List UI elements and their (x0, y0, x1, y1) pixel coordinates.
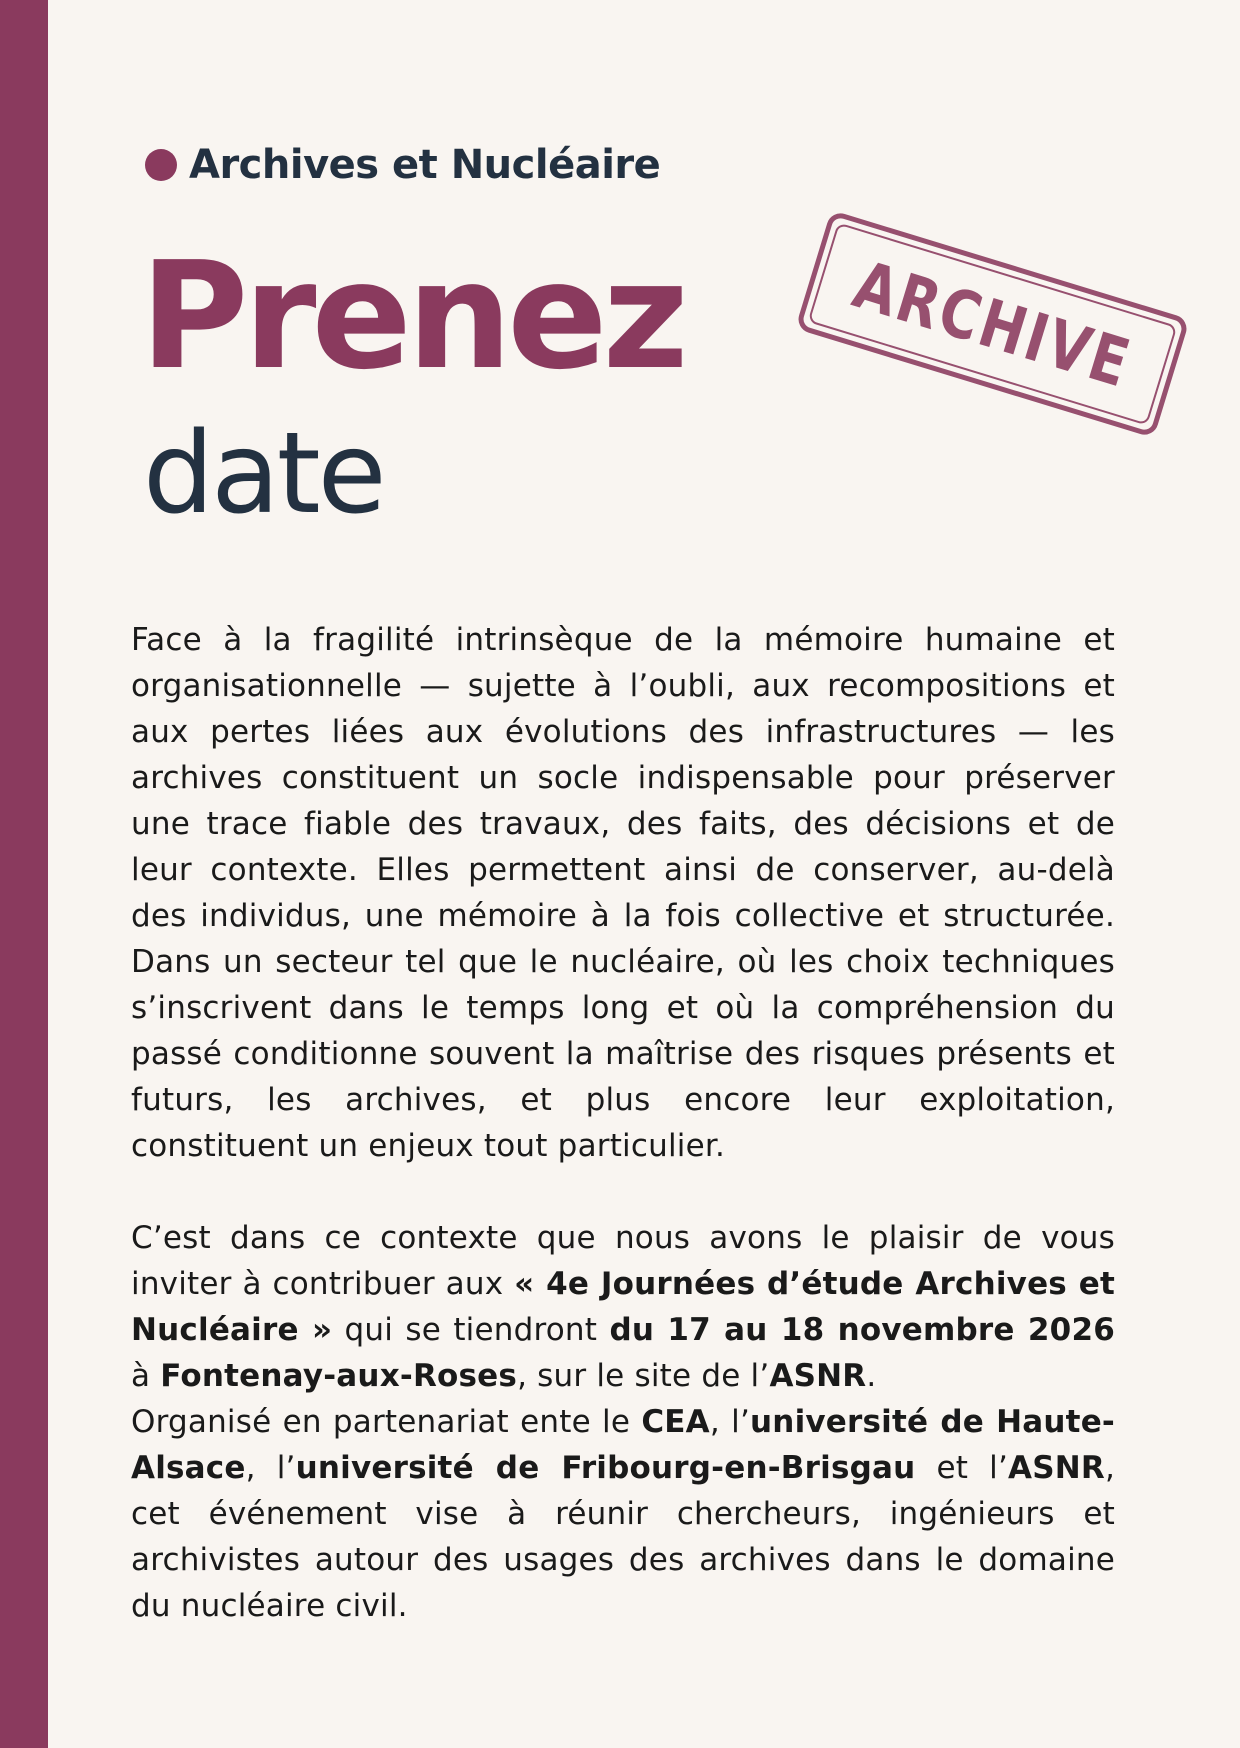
page-title: Prenez (140, 230, 684, 402)
partner-cea: CEA (641, 1404, 710, 1440)
text-segment: . (866, 1358, 877, 1394)
archive-stamp-text: ARCHIVE (845, 245, 1140, 403)
text-segment: et l’ (915, 1450, 1009, 1486)
text-segment: Organisé en partenariat ente le (131, 1404, 642, 1440)
page-subtitle: date (143, 409, 384, 539)
partner-fribourg: université de Fribourg-en-Brisgau (295, 1450, 916, 1486)
invitation-paragraph (131, 1215, 1115, 1399)
kicker-label: Archives et Nucléaire (189, 142, 661, 188)
partner-asnr: ASNR (1008, 1450, 1105, 1486)
intro-paragraph: Face à la fragilité intrinsèque de la mémoire humaine et organisationnelle — sujette à l’oubli, aux recompositions et aux pertes liées aux évolutions des infrastructures — les archives constituent un socle indispensable pour préserver une trace fiable des travaux, des faits, des décisions et de leur contexte. Elles permettent ainsi de conserver, au-delà des individus, une mémoire à la fois collective et structurée. Dans un secteur tel que le nucléaire, où les choix techniques s’inscrivent dans le temps long et où la compréhension du passé conditionne souvent la maîtrise des risques présents et futurs, les archives, et plus encore leur exploitation, constituent un enjeux tout particulier. (131, 622, 1115, 1164)
bullet-dot-icon (145, 149, 177, 181)
kicker (145, 142, 660, 188)
partners-paragraph (131, 1399, 1115, 1629)
host-organization: ASNR (769, 1358, 867, 1394)
text-segment: qui se tiendront (332, 1312, 610, 1348)
text-segment: , cet événement vise à réunir chercheurs, ingénieurs et archivistes autour des usages des archives dans le domaine du nucléaire civil. (131, 1450, 1116, 1624)
text-segment: à (131, 1358, 161, 1394)
event-name: « 4e Journées d’étude Archives et Nucléaire » (131, 1266, 1115, 1348)
event-dates: du 17 au 18 novembre 2026 (609, 1312, 1115, 1348)
event-location: Fontenay-aux-Roses (160, 1358, 518, 1394)
text-segment: , l’ (709, 1404, 751, 1440)
body-text (131, 617, 1115, 1629)
text-segment: , l’ (245, 1450, 296, 1486)
text-segment: , sur le site de l’ (517, 1358, 770, 1394)
text-segment: C’est dans ce contexte que nous avons le plaisir de vous inviter à contribuer aux (131, 1220, 1115, 1302)
side-accent-bar (0, 0, 48, 1748)
archive-stamp (795, 210, 1190, 438)
partner-uha: université de Haute-Alsace (131, 1404, 1115, 1486)
archive-stamp-inner-border (808, 222, 1178, 425)
